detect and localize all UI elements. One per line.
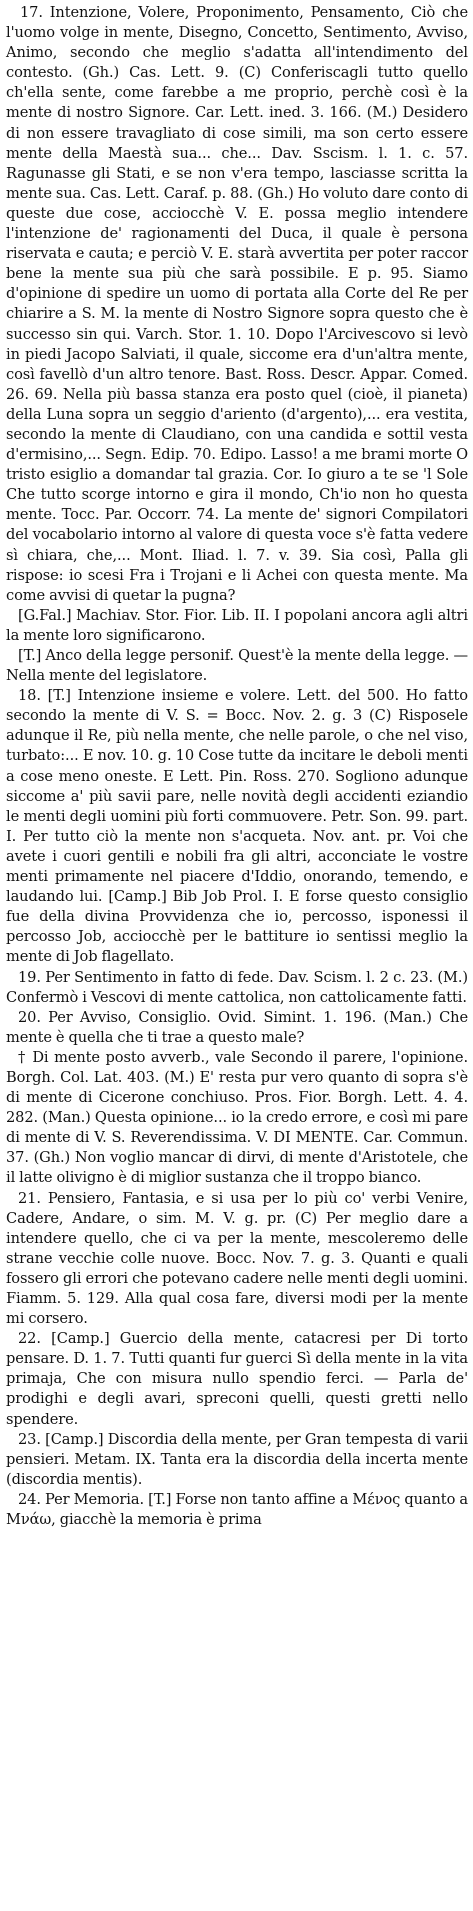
entry-23: 23. [Camp.] Discordia della mente, per Gran tempesta di varii pensieri. Metam. IX. Tanta era la discordia della incerta mente (discordia mentis). <box>6 1430 468 1488</box>
entry-21: 21. Pensiero, Fantasia, e si usa per lo più co' verbi Venire, Cadere, Andare, o sim. M. V. g. pr. (C) Per meglio dare a intendere quello, che ci va per la mente, mescoleremo delle strane vecchie colle nuove. Bocc. Nov. 7. g. 3. Quanti e quali fossero gli errori che potevano cadere nelle menti degli uomini. Fiamm. 5. 129. Alla qual cosa fare, diversi modi per la mente mi corsero. <box>6 1189 468 1328</box>
entry-20-di-mente: † Di mente posto avverb., vale Secondo il parere, l'opinione. Borgh. Col. Lat. 403. (M.) E' resta pur vero quanto di sopra s'è di mente di Cicerone conchiuso. Pros. Fior. Borgh. Lett. 4. 4. 282. (Man.) Questa opinione... io la credo errore, e così mi pare di mente di V. S. Reverendissima. V. DI MENTE. Car. Commun. 37. (Gh.) Non voglio mancar di dirvi, di mente d'Aristotele, che il latte olivigno è di miglior sustanza che il troppo bianco. <box>6 1048 468 1187</box>
entry-19: 19. Per Sentimento in fatto di fede. Dav. Scism. l. 2 c. 23. (M.) Confermò i Vescovi di mente cattolica, non cattolicamente fatti. <box>6 968 468 1006</box>
entry-24: 24. Per Memoria. [T.] Forse non tanto affine a Μένος quanto a Μνάω, giacchè la memoria è prima <box>6 1490 468 1529</box>
entry-17-legge: [T.] Anco della legge personif. Quest'è la mente della legge. — Nella mente del legislatore. <box>6 647 468 685</box>
entry-22: 22. [Camp.] Guercio della mente, catacresi per Di torto pensare. D. 1. 7. Tutti quanti fur guerci Sì della mente in la vita primaja, Che con misura nullo spendio ferci. — Parla de' prodighi e degli avari, spreconi quelli, questi gretti nello spendere. <box>6 1330 468 1428</box>
entry-17-machiavelli: [G.Fal.] Machiav. Stor. Fior. Lib. II. I popolani ancora agli altri la mente loro significarono. <box>6 606 468 644</box>
entry-18: 18. [T.] Intenzione insieme e volere. Lett. del 500. Ho fatto secondo la mente di V. S. = Bocc. Nov. 2. g. 3 (C) Risposele adunque il Re, più nella mente, che nelle parole, o che nel viso, turbato:... E nov. 10. g. 10 Cose tutte da incitare le deboli menti a cose meno oneste. E Lett. Pin. Ross. 270. Sogliono adunque siccome a' più savii pare, nelle novità degli accidenti eziandio le menti degli uomini più forti commuovere. Petr. Son. 99. part. I. Per tutto ciò la mente non s'acqueta. Nov. ant. pr. Voi che avete i cuori gentili e nobili fra gli altri, acconciate le vostre menti primamente nel piacere d'Iddio, onorando, temendo, e laudando lui. [Camp.] Bib Job Prol. I. E forse questo consiglio fue della divina Provvidenza che io, percosso, isponessi il percosso Job, acciocchè per le battiture io sentissi meglio la mente di Job flagellato. <box>6 687 468 966</box>
entry-20: 20. Per Avviso, Consiglio. Ovid. Simint. 1. 196. (Man.) Che mente è quella che ti trae a questo male? <box>6 1008 468 1046</box>
entry-17: 17. Intenzione, Volere, Proponimento, Pensamento, Ciò che l'uomo volge in mente, Disegno, Concetto, Sentimento, Avviso, Animo, secondo che meglio s'adatta all'intendimento del contesto. (Gh.) Cas. Lett. 9. (C) Conferiscagli tutto quello ch'ella sente, come farebbe a me proprio, perchè così è la mente di nostro Signore. Car. Lett. ined. 3. 166. (M.) Desidero di non essere travagliato di cose simili, ma son certo essere mente della Maestà sua... che... Dav. Sscism. l. 1. c. 57. Ragunasse gli Stati, e se non v'era tempo, lasciasse scritta la mente sua. Cas. Lett. Caraf. p. 88. (Gh.) Ho voluto dare conto di queste due cose, acciocchè V. E. possa meglio intendere l'intenzione de' ragionamenti del Duca, il quale è persona riservata e cauta; e perciò V. E. starà avvertita per poter raccor bene la mente sua più che sarà possibile. E p. 95. Siamo d'opinione di spedire un uomo di portata alla Corte del Re per chiarire a S. M. la mente di Nostro Signore sopra questo che è successo sin qui. Varch. Stor. 1. 10. Dopo l'Arcivescovo si levò in piedi Jacopo Salviati, il quale, siccome era d'un'altra mente, così favellò d'un altro tenore. Bast. Ross. Descr. Appar. Comed. 26. 69. Nella più bassa stanza era posto quel (cioè, il pianeta) della Luna sopra un seggio d'ariento (d'argento),... era vestita, secondo la mente di Claudiano, con una candida e sottil vesta d'ermisino,... Segn. Edip. 70. Edipo. Lasso! a me brami morte O tristo esiglio a domandar tal grazia. Cor. Io giuro a te se 'l Sole Che tutto scorge intorno e gira il mondo, Ch'io non ho questa mente. Tocc. Par. Occorr. 74. La mente de' signori Compilatori del vocabolario intorno al valore di questa voce s'è fatta vedere sì chiara, che,... Mont. Iliad. l. 7. v. 39. Sia così, Palla gli rispose: io scesi Fra i Trojani e li Achei con questa mente. Ma come avvisi di quetar la pugna? <box>6 4 468 604</box>
